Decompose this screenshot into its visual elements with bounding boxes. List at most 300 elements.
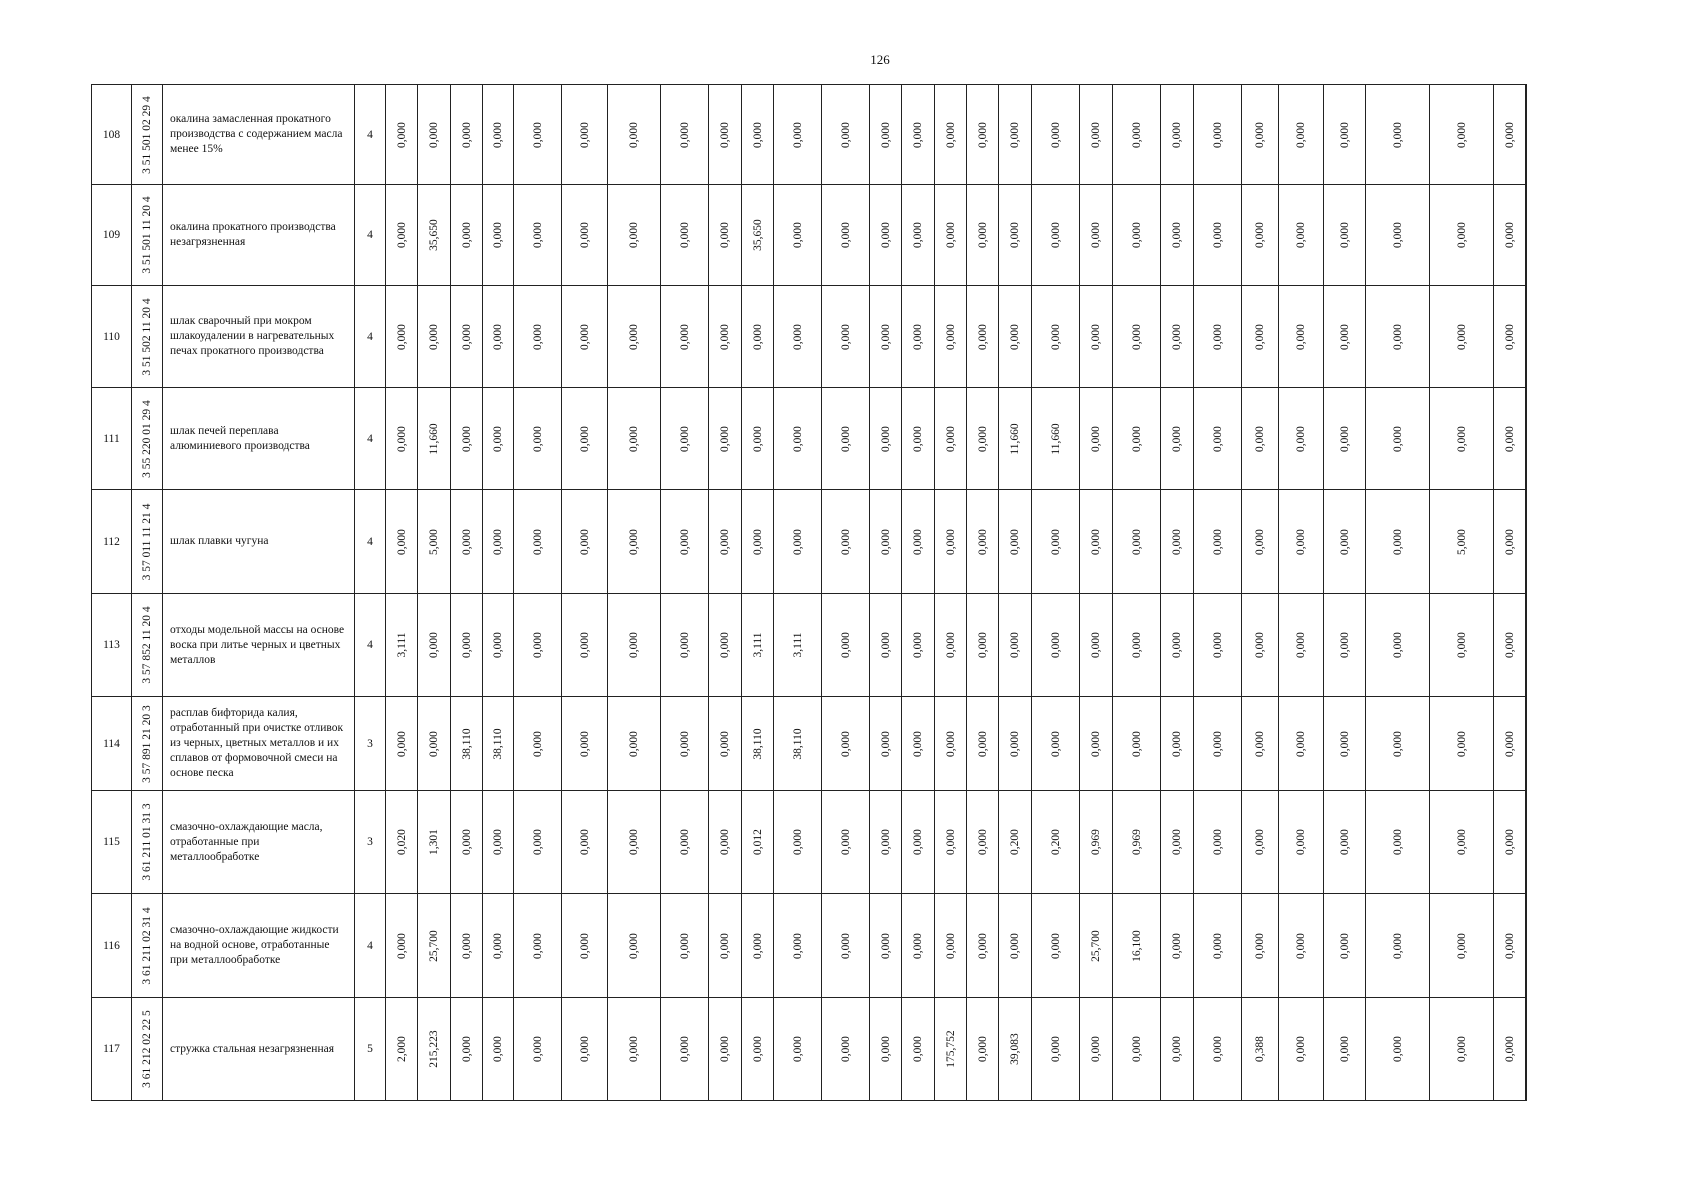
value-cell — [1324, 697, 1366, 791]
value-text: 0,000 — [1391, 121, 1404, 148]
value-cell — [562, 490, 608, 594]
value-cell — [514, 894, 562, 998]
row-number: 114 — [92, 697, 132, 791]
value-cell — [774, 894, 822, 998]
waste-code: 3 55 220 01 29 4 — [141, 399, 153, 478]
value-text: 0,000 — [492, 932, 504, 959]
value-cell — [1366, 388, 1430, 490]
value-text: 0,000 — [1049, 323, 1062, 350]
value-cell — [483, 697, 514, 791]
value-cell — [999, 490, 1032, 594]
value-cell — [999, 998, 1032, 1101]
value-text: 0,000 — [1503, 121, 1516, 148]
value-cell — [1194, 185, 1242, 286]
value-cell — [870, 697, 902, 791]
waste-table — [91, 84, 1527, 1101]
value-text: 0,200 — [1049, 829, 1062, 855]
value-text: 39,083 — [1009, 1033, 1021, 1065]
value-cell — [967, 697, 999, 791]
value-cell — [935, 85, 967, 185]
waste-name: окалина замасленная прокатного производства с содержанием масла менее 15% — [163, 85, 355, 185]
value-cell — [661, 185, 709, 286]
value-cell — [1324, 388, 1366, 490]
value-text: 0,000 — [791, 829, 804, 855]
value-text: 0,000 — [1455, 425, 1468, 452]
value-text: 0,000 — [678, 829, 691, 855]
value-cell — [608, 490, 661, 594]
value-text — [1526, 731, 1527, 757]
value-text: 0,000 — [460, 632, 473, 658]
value-text: 0,000 — [1503, 528, 1516, 555]
value-cell — [451, 388, 483, 490]
value-cell — [1161, 998, 1194, 1101]
value-cell — [870, 894, 902, 998]
value-cell — [822, 594, 870, 697]
value-text: 38,110 — [460, 727, 473, 760]
value-text: 0,000 — [1130, 528, 1143, 555]
value-text: 0,000 — [912, 121, 924, 148]
value-text: 0,000 — [678, 1036, 691, 1062]
value-cell — [774, 286, 822, 388]
value-cell — [1430, 185, 1494, 286]
value-cell — [1366, 998, 1430, 1101]
value-text: 0,000 — [1171, 121, 1183, 148]
value-text: 0,000 — [1171, 730, 1183, 757]
value-text: 0,000 — [912, 1036, 924, 1062]
value-cell — [1279, 791, 1324, 894]
value-text: 0,000 — [628, 730, 640, 757]
value-cell — [742, 286, 774, 388]
waste-code: 3 57 852 11 20 4 — [141, 606, 153, 684]
value-cell — [1324, 791, 1366, 894]
value-text: 0,000 — [1338, 121, 1351, 148]
value-text — [1526, 222, 1527, 248]
value-cell — [1494, 85, 1526, 185]
value-text: 0,000 — [1338, 425, 1351, 452]
waste-name: расплав бифторида калия, отработанный при очистке отливок из черных, цветных металлов и их сплавов от формовочной смеси на основе песка — [163, 697, 355, 791]
value-text: 0,000 — [460, 121, 473, 148]
value-cell — [418, 894, 451, 998]
value-text: 0,000 — [1009, 121, 1021, 148]
value-cell — [1080, 490, 1113, 594]
table-row — [92, 998, 1527, 1101]
value-text: 0,000 — [460, 932, 473, 959]
value-text: 0,000 — [839, 730, 852, 757]
value-text: 0,000 — [1171, 632, 1183, 658]
value-text: 0,000 — [1211, 932, 1224, 959]
value-text: 0,000 — [879, 1036, 892, 1062]
value-text: 0,000 — [578, 730, 591, 757]
value-cell — [1032, 791, 1080, 894]
value-cell — [1526, 594, 1527, 697]
table-row — [92, 490, 1527, 594]
value-text: 1,301 — [428, 829, 440, 855]
value-text: 0,000 — [492, 425, 504, 452]
value-text: 0,000 — [628, 632, 640, 658]
value-text: 0,000 — [719, 730, 731, 757]
value-text: 175,752 — [944, 1030, 957, 1068]
value-text: 0,000 — [460, 528, 473, 555]
value-text: 0,000 — [751, 425, 764, 452]
value-cell — [661, 791, 709, 894]
value-cell — [1430, 85, 1494, 185]
value-text: 0,000 — [944, 425, 957, 452]
value-cell — [451, 894, 483, 998]
value-text: 0,000 — [1338, 632, 1351, 658]
value-text: 0,000 — [1049, 528, 1062, 555]
value-text: 0,000 — [531, 528, 544, 555]
value-cell — [514, 697, 562, 791]
value-text: 0,000 — [1171, 222, 1183, 248]
value-text: 0,000 — [1338, 730, 1351, 757]
value-text: 0,000 — [531, 632, 544, 658]
value-cell — [483, 791, 514, 894]
waste-code-cell — [132, 697, 163, 791]
value-text: 0,000 — [719, 222, 731, 248]
value-cell — [1324, 894, 1366, 998]
value-text: 0,000 — [944, 323, 957, 350]
value-cell — [1032, 85, 1080, 185]
value-text: 0,000 — [976, 1036, 989, 1062]
value-cell — [709, 286, 742, 388]
value-cell — [1242, 894, 1279, 998]
value-cell — [1080, 185, 1113, 286]
value-text: 215,223 — [428, 1030, 440, 1068]
value-text: 0,000 — [719, 425, 731, 452]
value-text: 0,000 — [976, 528, 989, 555]
value-text: 0,000 — [944, 222, 957, 248]
value-text: 0,000 — [1295, 222, 1307, 248]
value-text: 0,000 — [492, 528, 504, 555]
value-cell — [1032, 894, 1080, 998]
value-text: 0,000 — [1171, 1036, 1183, 1062]
value-cell — [418, 85, 451, 185]
value-cell — [1494, 490, 1526, 594]
value-text: 0,000 — [1130, 121, 1143, 148]
value-text: 25,700 — [1090, 929, 1102, 962]
value-text: 0,000 — [1211, 425, 1224, 452]
value-cell — [451, 286, 483, 388]
value-cell — [1194, 388, 1242, 490]
value-text: 0,000 — [460, 222, 473, 248]
value-text: 0,000 — [460, 1036, 473, 1062]
value-cell — [1032, 594, 1080, 697]
value-cell — [386, 998, 418, 1101]
value-text: 0,000 — [976, 730, 989, 757]
value-cell — [1194, 791, 1242, 894]
waste-code: 3 57 011 11 21 4 — [141, 503, 153, 580]
value-cell — [1279, 185, 1324, 286]
value-cell — [774, 697, 822, 791]
waste-name: отходы модельной массы на основе воска при литье черных и цветных металлов — [163, 594, 355, 697]
waste-code-cell — [132, 85, 163, 185]
value-text: 0,388 — [1254, 1036, 1266, 1062]
value-text: 0,000 — [1391, 632, 1404, 658]
value-text: 0,000 — [1090, 632, 1102, 658]
value-text: 0,000 — [912, 425, 924, 452]
value-text: 0,000 — [1090, 730, 1102, 757]
value-cell — [1194, 286, 1242, 388]
value-cell — [562, 594, 608, 697]
value-text: 0,000 — [395, 121, 408, 148]
table-row — [92, 894, 1527, 998]
value-text: 0,000 — [1391, 222, 1404, 248]
value-cell — [935, 894, 967, 998]
value-cell — [418, 791, 451, 894]
value-cell — [774, 388, 822, 490]
value-text: 0,000 — [492, 121, 504, 148]
value-cell — [1279, 697, 1324, 791]
value-text: 0,000 — [751, 528, 764, 555]
value-cell — [1279, 388, 1324, 490]
waste-code: 3 61 211 01 31 3 — [141, 803, 153, 881]
value-cell — [1113, 998, 1161, 1101]
value-text: 0,000 — [628, 323, 640, 350]
value-cell — [742, 388, 774, 490]
table-row — [92, 85, 1527, 185]
waste-name: шлак печей переплава алюминиевого производства — [163, 388, 355, 490]
value-text: 0,000 — [1503, 1036, 1516, 1062]
value-cell — [1242, 594, 1279, 697]
value-cell — [822, 286, 870, 388]
value-cell — [608, 85, 661, 185]
value-text: 0,000 — [578, 121, 591, 148]
value-cell — [451, 594, 483, 697]
value-text — [1526, 933, 1527, 959]
value-text: 0,000 — [912, 829, 924, 855]
value-cell — [1113, 388, 1161, 490]
value-cell — [1161, 286, 1194, 388]
value-cell — [1526, 388, 1527, 490]
value-text: 0,000 — [791, 528, 804, 555]
value-cell — [514, 791, 562, 894]
value-cell — [999, 697, 1032, 791]
value-text: 0,000 — [1503, 730, 1516, 757]
value-cell — [1032, 185, 1080, 286]
value-cell — [514, 490, 562, 594]
value-text: 0,000 — [944, 528, 957, 555]
value-cell — [562, 894, 608, 998]
value-cell — [999, 791, 1032, 894]
value-text: 0,000 — [839, 121, 852, 148]
value-cell — [999, 85, 1032, 185]
value-cell — [1279, 85, 1324, 185]
value-text: 0,000 — [839, 222, 852, 248]
waste-name: шлак сварочный при мокром шлакоудалении в нагревательных печах прокатного производства — [163, 286, 355, 388]
value-text: 0,000 — [1254, 222, 1266, 248]
value-text: 0,000 — [1090, 1036, 1102, 1062]
value-cell — [709, 791, 742, 894]
value-text: 0,000 — [1295, 829, 1307, 855]
value-text: 0,000 — [1049, 730, 1062, 757]
value-text: 0,000 — [678, 528, 691, 555]
value-cell — [1430, 998, 1494, 1101]
value-text: 0,000 — [1503, 632, 1516, 658]
value-cell — [1080, 791, 1113, 894]
value-text: 0,000 — [395, 425, 408, 452]
value-cell — [1113, 490, 1161, 594]
value-cell — [1161, 791, 1194, 894]
value-cell — [608, 185, 661, 286]
value-text: 0,000 — [1130, 323, 1143, 350]
value-cell — [902, 594, 935, 697]
value-cell — [1526, 697, 1527, 791]
value-cell — [514, 998, 562, 1101]
value-text: 0,000 — [1009, 730, 1021, 757]
value-text: 0,000 — [1391, 932, 1404, 959]
value-cell — [608, 894, 661, 998]
value-cell — [1324, 286, 1366, 388]
value-text — [1526, 529, 1527, 555]
value-text: 0,000 — [1130, 730, 1143, 757]
value-text: 0,000 — [719, 932, 731, 959]
value-cell — [483, 894, 514, 998]
value-text: 0,000 — [1211, 1036, 1224, 1062]
value-text: 0,000 — [492, 1036, 504, 1062]
value-cell — [870, 286, 902, 388]
value-text: 0,000 — [1090, 528, 1102, 555]
value-text: 0,000 — [791, 121, 804, 148]
value-cell — [1366, 490, 1430, 594]
value-text: 0,000 — [428, 323, 440, 350]
value-text: 0,000 — [751, 932, 764, 959]
value-text: 0,000 — [428, 121, 440, 148]
value-text: 2,000 — [395, 1036, 408, 1062]
value-cell — [822, 998, 870, 1101]
value-text: 0,000 — [976, 323, 989, 350]
value-cell — [1324, 490, 1366, 594]
value-cell — [1526, 998, 1527, 1101]
value-text: 0,000 — [492, 829, 504, 855]
value-text: 0,000 — [1254, 425, 1266, 452]
value-cell — [386, 286, 418, 388]
value-text: 0,000 — [678, 932, 691, 959]
value-cell — [1161, 388, 1194, 490]
value-text: 0,000 — [944, 932, 957, 959]
value-text: 0,200 — [1009, 829, 1021, 855]
value-text: 0,000 — [912, 632, 924, 658]
value-text: 0,000 — [395, 323, 408, 350]
value-cell — [967, 594, 999, 697]
value-text: 0,000 — [531, 323, 544, 350]
value-cell — [483, 388, 514, 490]
waste-name: шлак плавки чугуна — [163, 490, 355, 594]
table-row — [92, 286, 1527, 388]
value-cell — [1494, 286, 1526, 388]
value-cell — [935, 697, 967, 791]
value-cell — [661, 286, 709, 388]
value-text: 0,000 — [628, 932, 640, 959]
value-cell — [902, 85, 935, 185]
value-cell — [870, 791, 902, 894]
row-number: 112 — [92, 490, 132, 594]
value-text: 0,000 — [1211, 121, 1224, 148]
value-cell — [1080, 998, 1113, 1101]
value-text: 0,000 — [578, 1036, 591, 1062]
waste-code: 3 51 502 11 20 4 — [141, 297, 153, 376]
row-number: 116 — [92, 894, 132, 998]
value-cell — [742, 998, 774, 1101]
value-cell — [822, 185, 870, 286]
value-cell — [742, 490, 774, 594]
value-cell — [1366, 286, 1430, 388]
value-text: 0,000 — [531, 932, 544, 959]
value-text: 0,000 — [1455, 121, 1468, 148]
value-text: 0,000 — [1090, 425, 1102, 452]
value-text: 0,000 — [1171, 528, 1183, 555]
value-text — [1526, 324, 1527, 350]
value-cell — [483, 490, 514, 594]
value-text: 0,000 — [1338, 222, 1351, 248]
value-text: 0,000 — [1130, 222, 1143, 248]
value-text — [1526, 1036, 1527, 1062]
value-cell — [1080, 697, 1113, 791]
value-text: 38,110 — [492, 727, 504, 760]
value-cell — [1430, 594, 1494, 697]
value-text: 0,000 — [1295, 1036, 1307, 1062]
value-text: 0,000 — [1455, 730, 1468, 757]
value-text: 0,000 — [1503, 829, 1516, 855]
hazard-class: 4 — [355, 490, 386, 594]
value-text: 0,000 — [578, 932, 591, 959]
value-text: 0,000 — [976, 829, 989, 855]
value-text: 0,000 — [531, 222, 544, 248]
page-number: 126 — [870, 52, 890, 67]
value-text: 0,000 — [1130, 425, 1143, 452]
waste-code-cell — [132, 286, 163, 388]
value-text: 0,000 — [1295, 932, 1307, 959]
value-text: 0,000 — [839, 425, 852, 452]
value-text: 0,000 — [1049, 222, 1062, 248]
value-text — [1526, 426, 1527, 452]
hazard-class: 4 — [355, 388, 386, 490]
value-cell — [1430, 697, 1494, 791]
value-text: 0,000 — [1254, 632, 1266, 658]
waste-code-cell — [132, 998, 163, 1101]
value-cell — [661, 697, 709, 791]
value-text: 0,000 — [1503, 323, 1516, 350]
value-cell — [1032, 998, 1080, 1101]
value-cell — [709, 998, 742, 1101]
value-cell — [418, 185, 451, 286]
value-cell — [742, 791, 774, 894]
value-cell — [870, 388, 902, 490]
value-text: 0,000 — [719, 829, 731, 855]
value-cell — [514, 185, 562, 286]
value-cell — [1113, 697, 1161, 791]
value-cell — [902, 998, 935, 1101]
value-text: 0,000 — [1295, 425, 1307, 452]
value-text: 0,000 — [628, 528, 640, 555]
value-cell — [1080, 286, 1113, 388]
value-cell — [822, 388, 870, 490]
value-cell — [386, 791, 418, 894]
value-cell — [774, 85, 822, 185]
value-text: 0,000 — [578, 425, 591, 452]
value-cell — [1194, 894, 1242, 998]
value-cell — [935, 998, 967, 1101]
value-cell — [935, 388, 967, 490]
value-cell — [1242, 697, 1279, 791]
value-cell — [902, 697, 935, 791]
waste-code: 3 57 891 21 20 3 — [141, 704, 153, 783]
value-text: 0,000 — [839, 1036, 852, 1062]
value-text: 0,000 — [1254, 528, 1266, 555]
value-cell — [999, 286, 1032, 388]
waste-code-cell — [132, 791, 163, 894]
value-text: 0,000 — [839, 323, 852, 350]
value-text: 0,000 — [791, 1036, 804, 1062]
